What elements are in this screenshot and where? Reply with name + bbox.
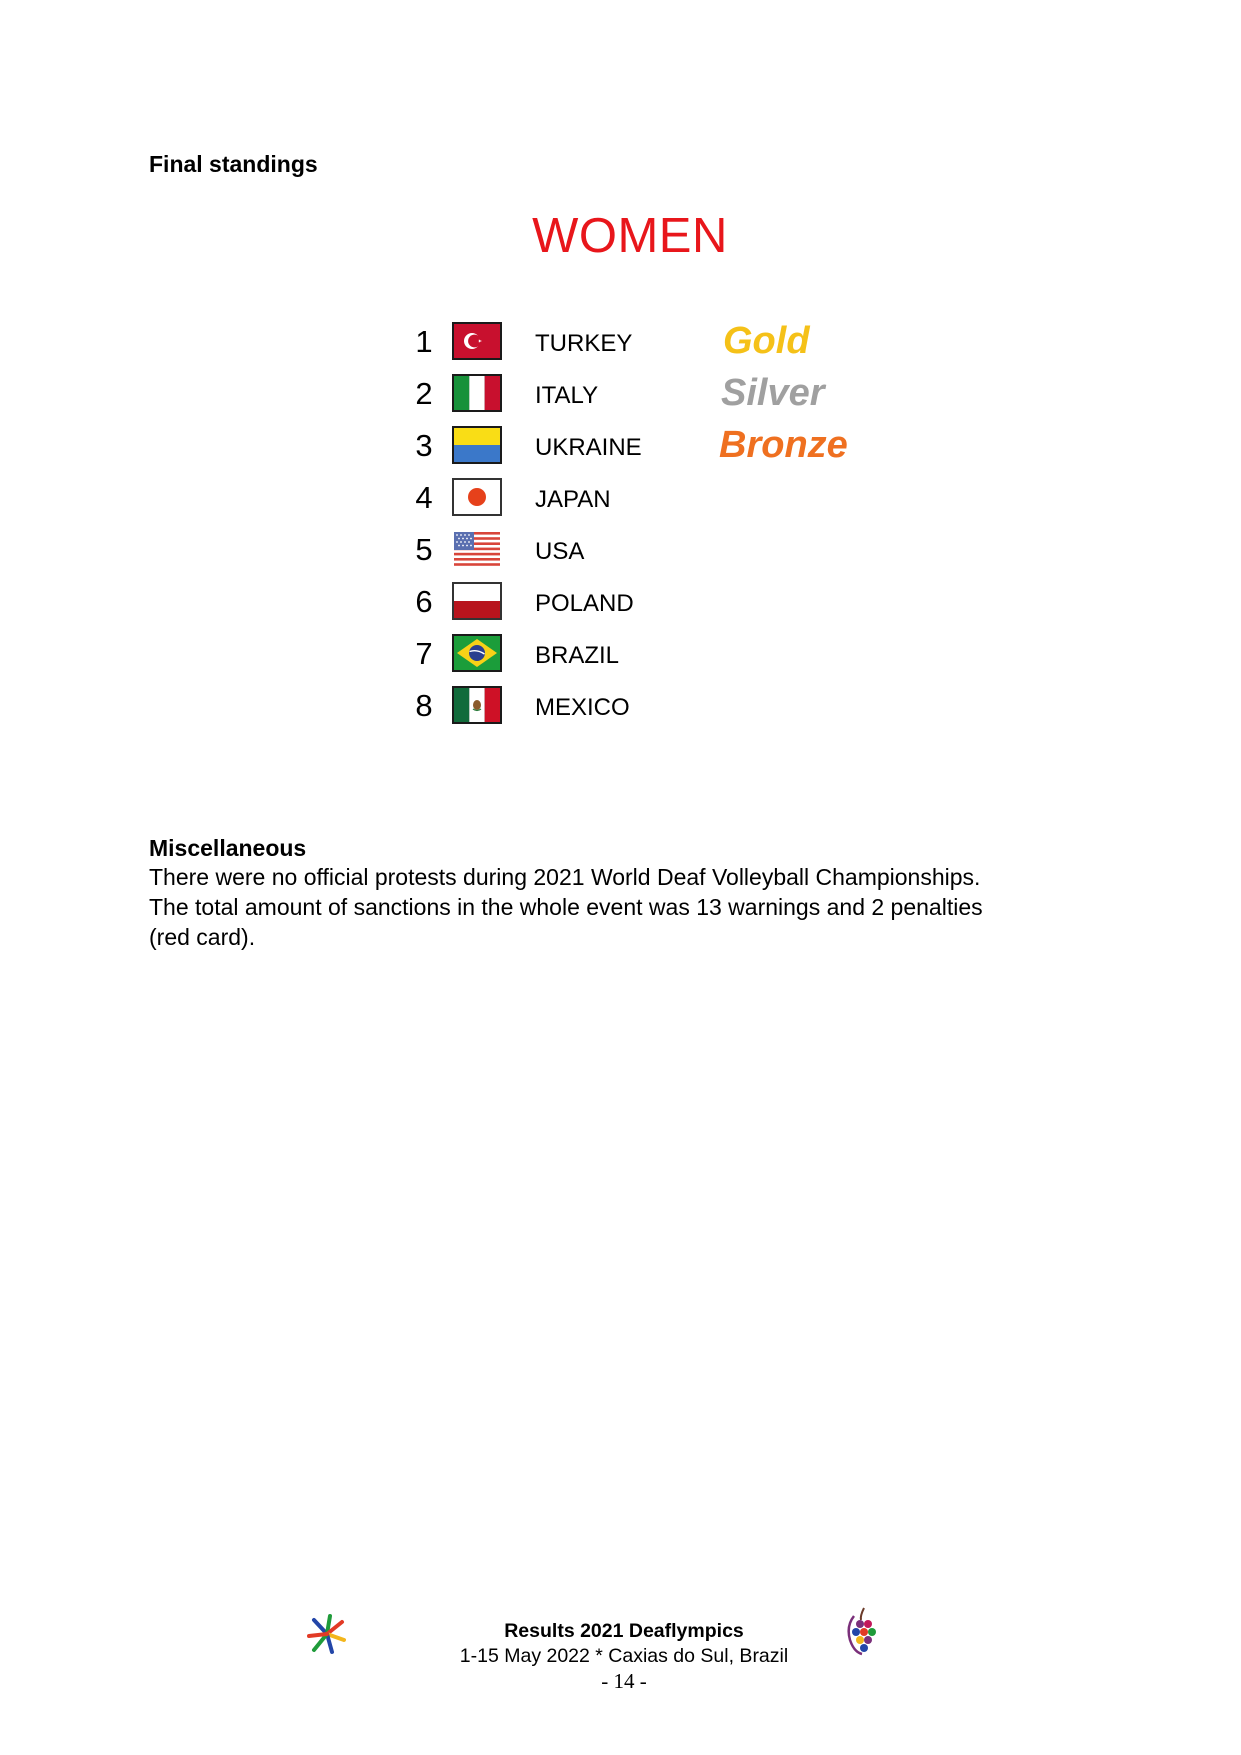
gold-medal-label: Gold xyxy=(723,320,810,362)
standings-row xyxy=(0,372,1241,422)
rank-number: 1 xyxy=(415,324,433,359)
page-footer xyxy=(0,1619,1241,1694)
rank-number: 2 xyxy=(415,376,433,411)
japan-flag-icon xyxy=(452,478,502,516)
misc-line: There were no official protests during 2021 World Deaf Volleyball Championships. xyxy=(149,864,981,890)
standings-row xyxy=(0,424,1241,474)
country-name: JAPAN xyxy=(535,486,611,513)
standings-row xyxy=(0,476,1241,526)
silver-medal-label: Silver xyxy=(721,372,825,414)
rank-number: 4 xyxy=(415,480,433,515)
standings-row xyxy=(0,632,1241,682)
country-name: MEXICO xyxy=(535,694,630,721)
turkey-flag-icon xyxy=(452,322,502,360)
ukraine-flag-icon xyxy=(452,426,502,464)
final-standings-heading: Final standings xyxy=(149,151,318,177)
usa-flag-icon xyxy=(452,530,502,568)
rank-number: 3 xyxy=(415,428,433,463)
page-number: - 14 - xyxy=(601,1669,647,1693)
footer-title: Results 2021 Deaflympics xyxy=(504,1620,744,1642)
miscellaneous-heading: Miscellaneous xyxy=(149,835,307,861)
misc-line: The total amount of sanctions in the whole event was 13 warnings and 2 penalties xyxy=(149,894,983,920)
standings-row xyxy=(0,528,1241,578)
rank-number: 5 xyxy=(415,532,433,567)
bronze-medal-label: Bronze xyxy=(719,424,848,466)
italy-flag-icon xyxy=(452,374,502,412)
women-category-title: WOMEN xyxy=(532,209,728,263)
poland-flag-icon xyxy=(452,582,502,620)
country-name: TURKEY xyxy=(535,330,633,357)
standings-row xyxy=(0,684,1241,734)
standings-row xyxy=(0,580,1241,630)
country-name: BRAZIL xyxy=(535,642,620,669)
grapes-logo-icon xyxy=(840,1606,882,1658)
miscellaneous-body xyxy=(149,862,1109,952)
rank-number: 7 xyxy=(415,636,433,671)
country-name: POLAND xyxy=(535,590,634,617)
standings-row xyxy=(0,320,1241,370)
brazil-flag-icon xyxy=(452,634,502,672)
mexico-flag-icon xyxy=(452,686,502,724)
footer-subtitle: 1-15 May 2022 * Caxias do Sul, Brazil xyxy=(459,1645,789,1667)
rank-number: 6 xyxy=(415,584,433,619)
country-name: UKRAINE xyxy=(535,434,642,461)
country-name: ITALY xyxy=(535,382,599,409)
misc-line: (red card). xyxy=(149,924,256,950)
rank-number: 8 xyxy=(415,688,433,723)
country-name: USA xyxy=(535,538,585,565)
